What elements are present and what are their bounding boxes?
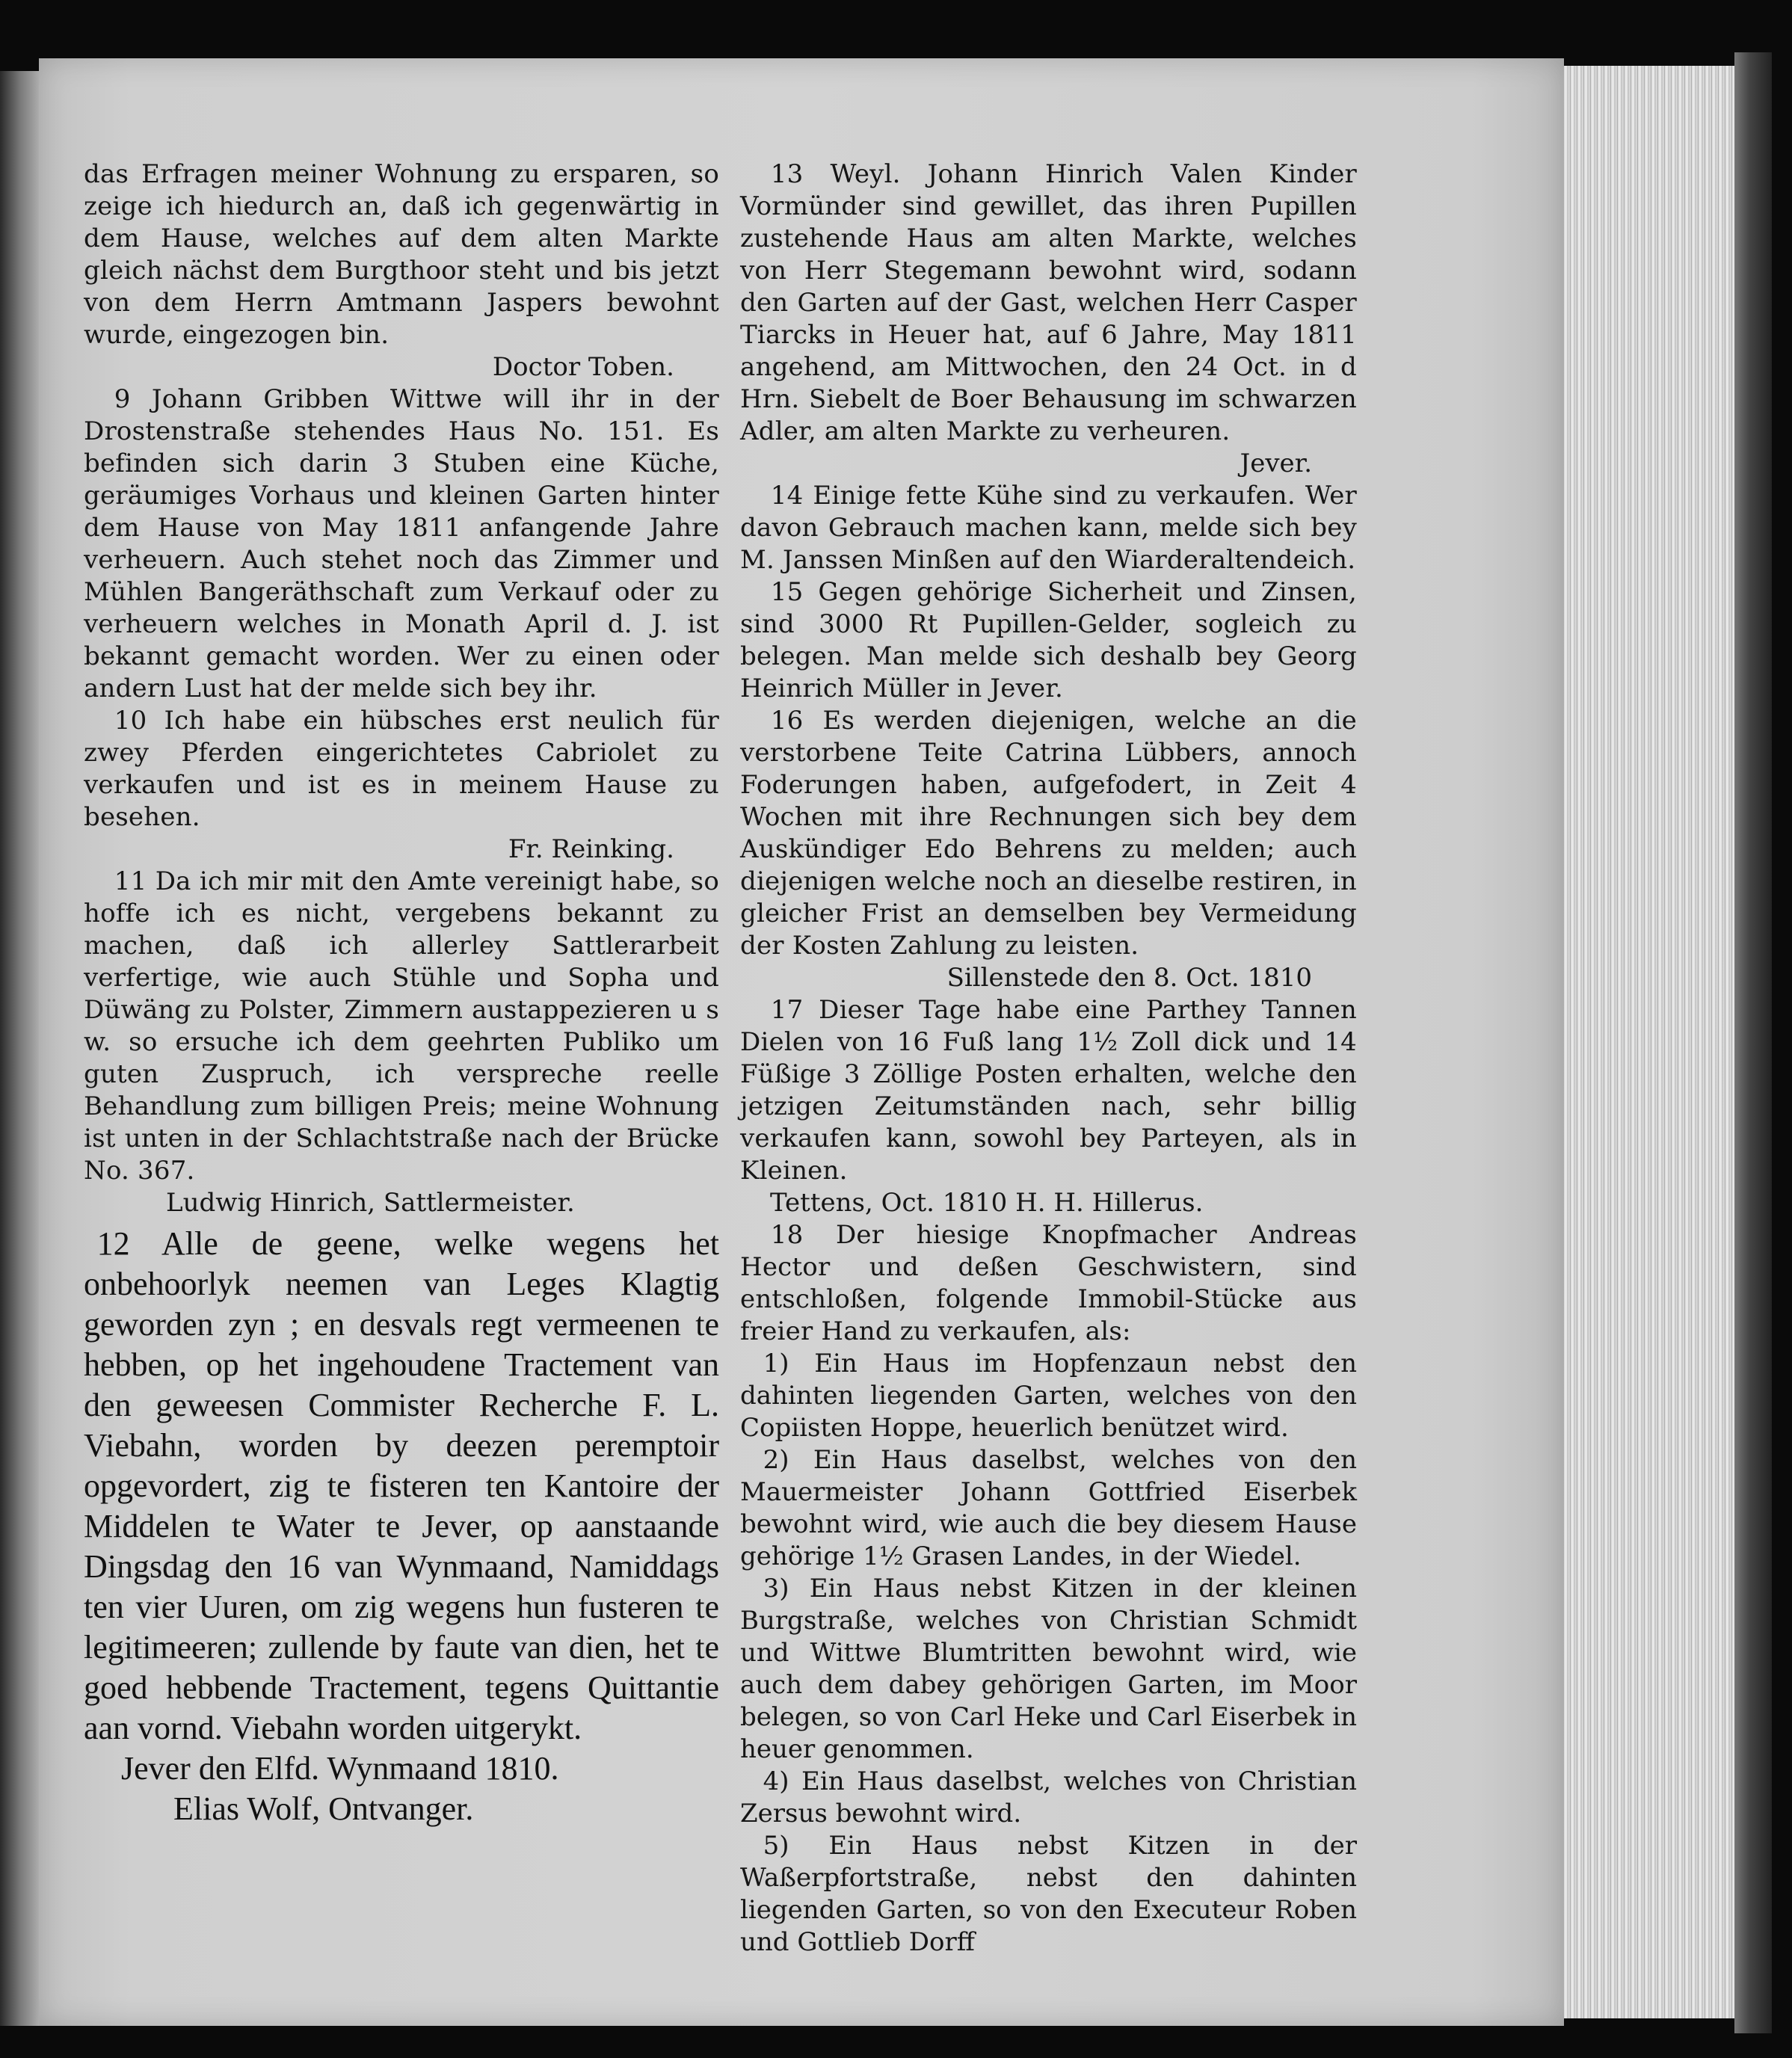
notice-18-item: 5) Ein Haus nebst Kitzen in der Waßerpfortstraße, nebst den dahinten liegenden Garten, so von den Executeur Roben und Gottlieb Dorff [740,1831,1357,1957]
notice-11: 11 Da ich mir mit den Amte vereinigt habe, so hoffe ich es nicht, vergebens bekannt zu machen, daß ich allerley Sattlerarbeit verfertige, wie auch Stühle und Sopha und Düwäng zu Polster, Zimmern austappezieren u s w. so ersuche ich dem geehrten Publiko um guten Zuspruch, ich verspreche reelle Behandlung zum billigen Preis; meine Wohnung ist unten in der Schlachtstraße nach der Brücke No. 367. [84,866,719,1186]
previous-page-edge [0,71,43,2026]
notice-12-dutch: 12 Alle de geene, welke wegens het onbehoorlyk neemen van Leges Klagtig geworden zyn ; en desvals regt vermeenen te hebben, op het ingehoudene Tractement van den geweesen Commister Recherche F. L. Viebahn, worden by deezen peremptoir opgevordert, zig te fisteren ten Kantoire der Middelen te Water te Jever, op aanstaande Dingsdag den 16 van Wynmaand, Namiddags ten vier Uuren, om zig wegens hun fusteren te legitimeeren; zullende by faute van dien, het te goed hebbende Tractement, tegens Quittantie aan vornd. Viebahn worden uitgerykt. [84,1225,719,1746]
notice-18: 18 Der hiesige Knopfmacher Andreas Hector und deßen Geschwistern, sind entschloßen, folgende Immobil-Stücke aus freier Hand zu verkaufen, als: [740,1220,1357,1346]
notice-13: 13 Weyl. Johann Hinrich Valen Kinder Vormünder sind gewillet, das ihren Pupillen zustehende Haus am alten Markte, welches von Herr Stegemann bewohnt wird, sodann den Garten auf der Gast, welchen Herr Casper Tiarcks in Heuer hat, auf 6 Jahre, May 1811 angehend, am Mittwochen, den 24 Oct. in d Hrn. Siebelt de Boer Behausung im schwarzen Adler, am alten Markte zu verheuren. [740,159,1357,446]
notice-11-signature: Ludwig Hinrich, Sattlermeister. [166,1188,575,1218]
right-column [740,158,1357,1959]
notice-9: 9 Johann Gribben Wittwe will ihr in der Drostenstraße stehendes Haus No. 151. Es befinden sich darin 3 Stuben eine Küche, geräumiges Vorhaus und kleinen Garten hinter dem Hause von May 1811 anfangende Jahre verheuern. Auch stehet noch das Zimmer und Mühlen Bangeräthschaft zum Verkauf oder zu verheuern welches in Monath April d. J. ist bekannt gemacht worden. Wer zu einen oder andern Lust hat der melde sich bey ihr. [84,384,719,703]
notice-13-signature: Jever. [1240,449,1312,478]
notice-18-item: 4) Ein Haus daselbst, welches von Christian Zersus bewohnt wird. [740,1766,1357,1829]
notice-18-item: 3) Ein Haus nebst Kitzen in der kleinen Burgstraße, welches von Christian Schmidt und Wittwe Blumtritten bewohnt wird, wie auch dem dabey gehörigen Garten, im Moor belegen, so von Carl Heke und Carl Eiserbek in heuer genommen. [740,1574,1357,1764]
notice-10-signature: Fr. Reinking. [508,834,674,864]
notice-18-item: 2) Ein Haus daselbst, welches von den Mauermeister Johann Gottfried Eiserbek bewohnt wird, wie auch die bey diesem Hause gehörige 1½ Grasen Landes, in der Wiedel. [740,1445,1357,1571]
notice-17: 17 Dieser Tage habe eine Parthey Tannen Dielen von 16 Fuß lang 1½ Zoll dick und 14 Füßige 3 Zöllige Posten erhalten, welche den jetzigen Zeitumständen nach, sehr billig verkaufen kann, sowohl bey Parteyen, als in Kleinen. [740,995,1357,1186]
page-stack-edge [1564,66,1751,2018]
notice-intro-signature: Doctor Toben. [492,352,674,382]
notice-16-signature: Sillenstede den 8. Oct. 1810 [946,963,1312,993]
notice-14: 14 Einige fette Kühe sind zu verkaufen. Wer davon Gebrauch machen kann, melde sich bey M. Janssen Minßen auf den Wiarderaltendeich. [740,481,1357,575]
notice-10: 10 Ich habe ein hübsches erst neulich für zwey Pferden eingerichtetes Cabriolet zu verkaufen und ist es in meinem Hause zu besehen. [84,706,719,832]
notice-18-item: 1) Ein Haus im Hopfenzaun nebst den dahinten liegenden Garten, welches von den Copiisten Hoppe, heuerlich benützet wird. [740,1349,1357,1443]
notice-15: 15 Gegen gehörige Sicherheit und Zinsen, sind 3000 Rt Pupillen-Gelder, sogleich zu belegen. Man melde sich deshalb bey Georg Heinrich Müller in Jever. [740,577,1357,703]
left-column [84,158,719,1829]
notice-intro-text: das Erfragen meiner Wohnung zu ersparen, so zeige ich hiedurch an, daß ich gegenwärtig in dem Hause, welches auf dem alten Markte gleich nächst dem Burgthoor steht und bis jetzt von dem Herrn Amtmann Jaspers bewohnt wurde, eingezogen bin. [84,159,719,350]
notice-17-signature: Tettens, Oct. 1810 H. H. Hillerus. [770,1188,1204,1218]
notice-12-signature: Elias Wolf, Ontvanger. [173,1790,474,1827]
notice-16: 16 Es werden diejenigen, welche an die verstorbene Teite Catrina Lübbers, annoch Foderungen haben, aufgefodert, in Zeit 4 Wochen mit ihre Rechnungen sich bey dem Auskündiger Edo Behrens zu melden; auch diejenigen welche noch an dieselbe restiren, in gleicher Frist an demselben bey Vermeidung der Kosten Zahlung zu leisten. [740,706,1357,961]
book-cover-edge [1734,52,1772,2033]
notice-12-date: Jever den Elfd. Wynmaand 1810. [121,1750,559,1787]
